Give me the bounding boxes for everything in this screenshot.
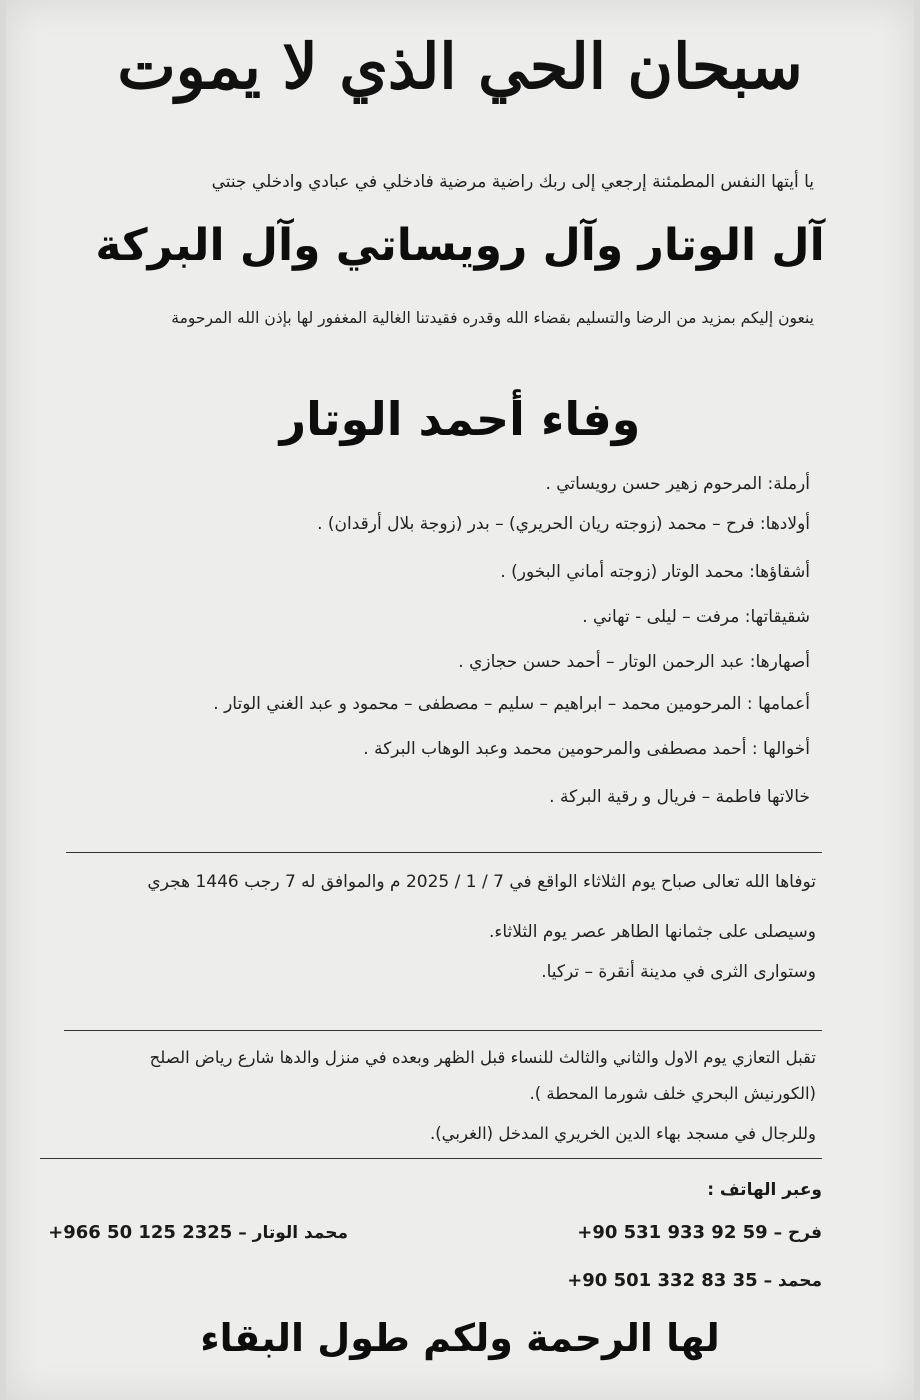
phone-number: +966 50 125 2325 — [48, 1222, 233, 1243]
condolence-line: تقبل التعازي يوم الاول والثاني والثالث للنساء قبل الظهر وبعده في منزل والدها شارع رياض الصلح — [149, 1048, 816, 1067]
phone-contact-name: محمد الوتار – — [238, 1223, 348, 1243]
divider — [66, 852, 822, 853]
divider — [64, 1030, 822, 1031]
announcement-text: ينعون إليكم بمزيد من الرضا والتسليم بقضاء الله وقدره فقيدتنا الغالية المغفور لها بإذن الله المرحومة — [171, 309, 814, 327]
families-title: آل الوتار وآل رويساتي وآل البركة — [95, 220, 825, 271]
relatives-line: أولادها: فرح – محمد (زوجته ريان الحريري) – بدر (زوجة بلال أرقدان) . — [317, 514, 810, 534]
phone-contact-name: فرح – — [773, 1223, 822, 1243]
deceased-name: وفاء أحمد الوتار — [279, 392, 641, 446]
phone-number: +90 501 332 83 35 — [567, 1270, 758, 1291]
divider — [40, 1158, 822, 1159]
death-info-line: توفاها الله تعالى صباح يوم الثلاثاء الواقع في 7 / 1 / 2025 م والموافق له 7 رجب 1446 هجري — [147, 872, 816, 892]
death-info-line: وسيصلى على جثمانها الطاهر عصر يوم الثلاثاء. — [488, 922, 816, 942]
quran-verse: يا أيتها النفس المطمئنة إرجعي إلى ربك راضية مرضية فادخلي في عبادي وادخلي جنتي — [211, 172, 814, 192]
phone-entry — [48, 1222, 348, 1243]
phone-heading: وعبر الهاتف : — [707, 1180, 822, 1200]
condolence-line: وللرجال في مسجد بهاء الدين الخريري المدخل (الغربي). — [429, 1124, 816, 1143]
relatives-line: أصهارها: عبد الرحمن الوتار – أحمد حسن حجازي . — [458, 652, 810, 672]
phone-contact-name: محمد – — [763, 1271, 822, 1291]
relatives-line: أرملة: المرحوم زهير حسن رويساتي . — [545, 474, 810, 494]
condolence-line: (الكورنيش البحري خلف شورما المحطة ). — [529, 1084, 816, 1103]
relatives-line: أخوالها : أحمد مصطفى والمرحومين محمد وعبد الوهاب البركة . — [363, 739, 810, 759]
phone-entry — [567, 1270, 822, 1291]
death-info-line: وستوارى الثرى في مدينة أنقرة – تركيا. — [541, 962, 816, 982]
relatives-line: أشقاؤها: محمد الوتار (زوجته أماني البخور) . — [500, 562, 810, 582]
relatives-line: أعمامها : المرحومين محمد – ابراهيم – سليم – مصطفى – محمود و عبد الغني الوتار . — [213, 694, 810, 714]
phone-number: +90 531 933 92 59 — [577, 1222, 768, 1243]
calligraphy-heading: سبحان الحي الذي لا يموت — [117, 30, 803, 103]
obituary-paper — [6, 0, 914, 1400]
phone-entry — [577, 1222, 822, 1243]
closing-line: لها الرحمة ولكم طول البقاء — [200, 1316, 720, 1360]
relatives-line: خالاتها فاطمة – فريال و رقية البركة . — [549, 787, 810, 807]
relatives-line: شقيقاتها: مرفت – ليلى - تهاني . — [582, 607, 810, 627]
